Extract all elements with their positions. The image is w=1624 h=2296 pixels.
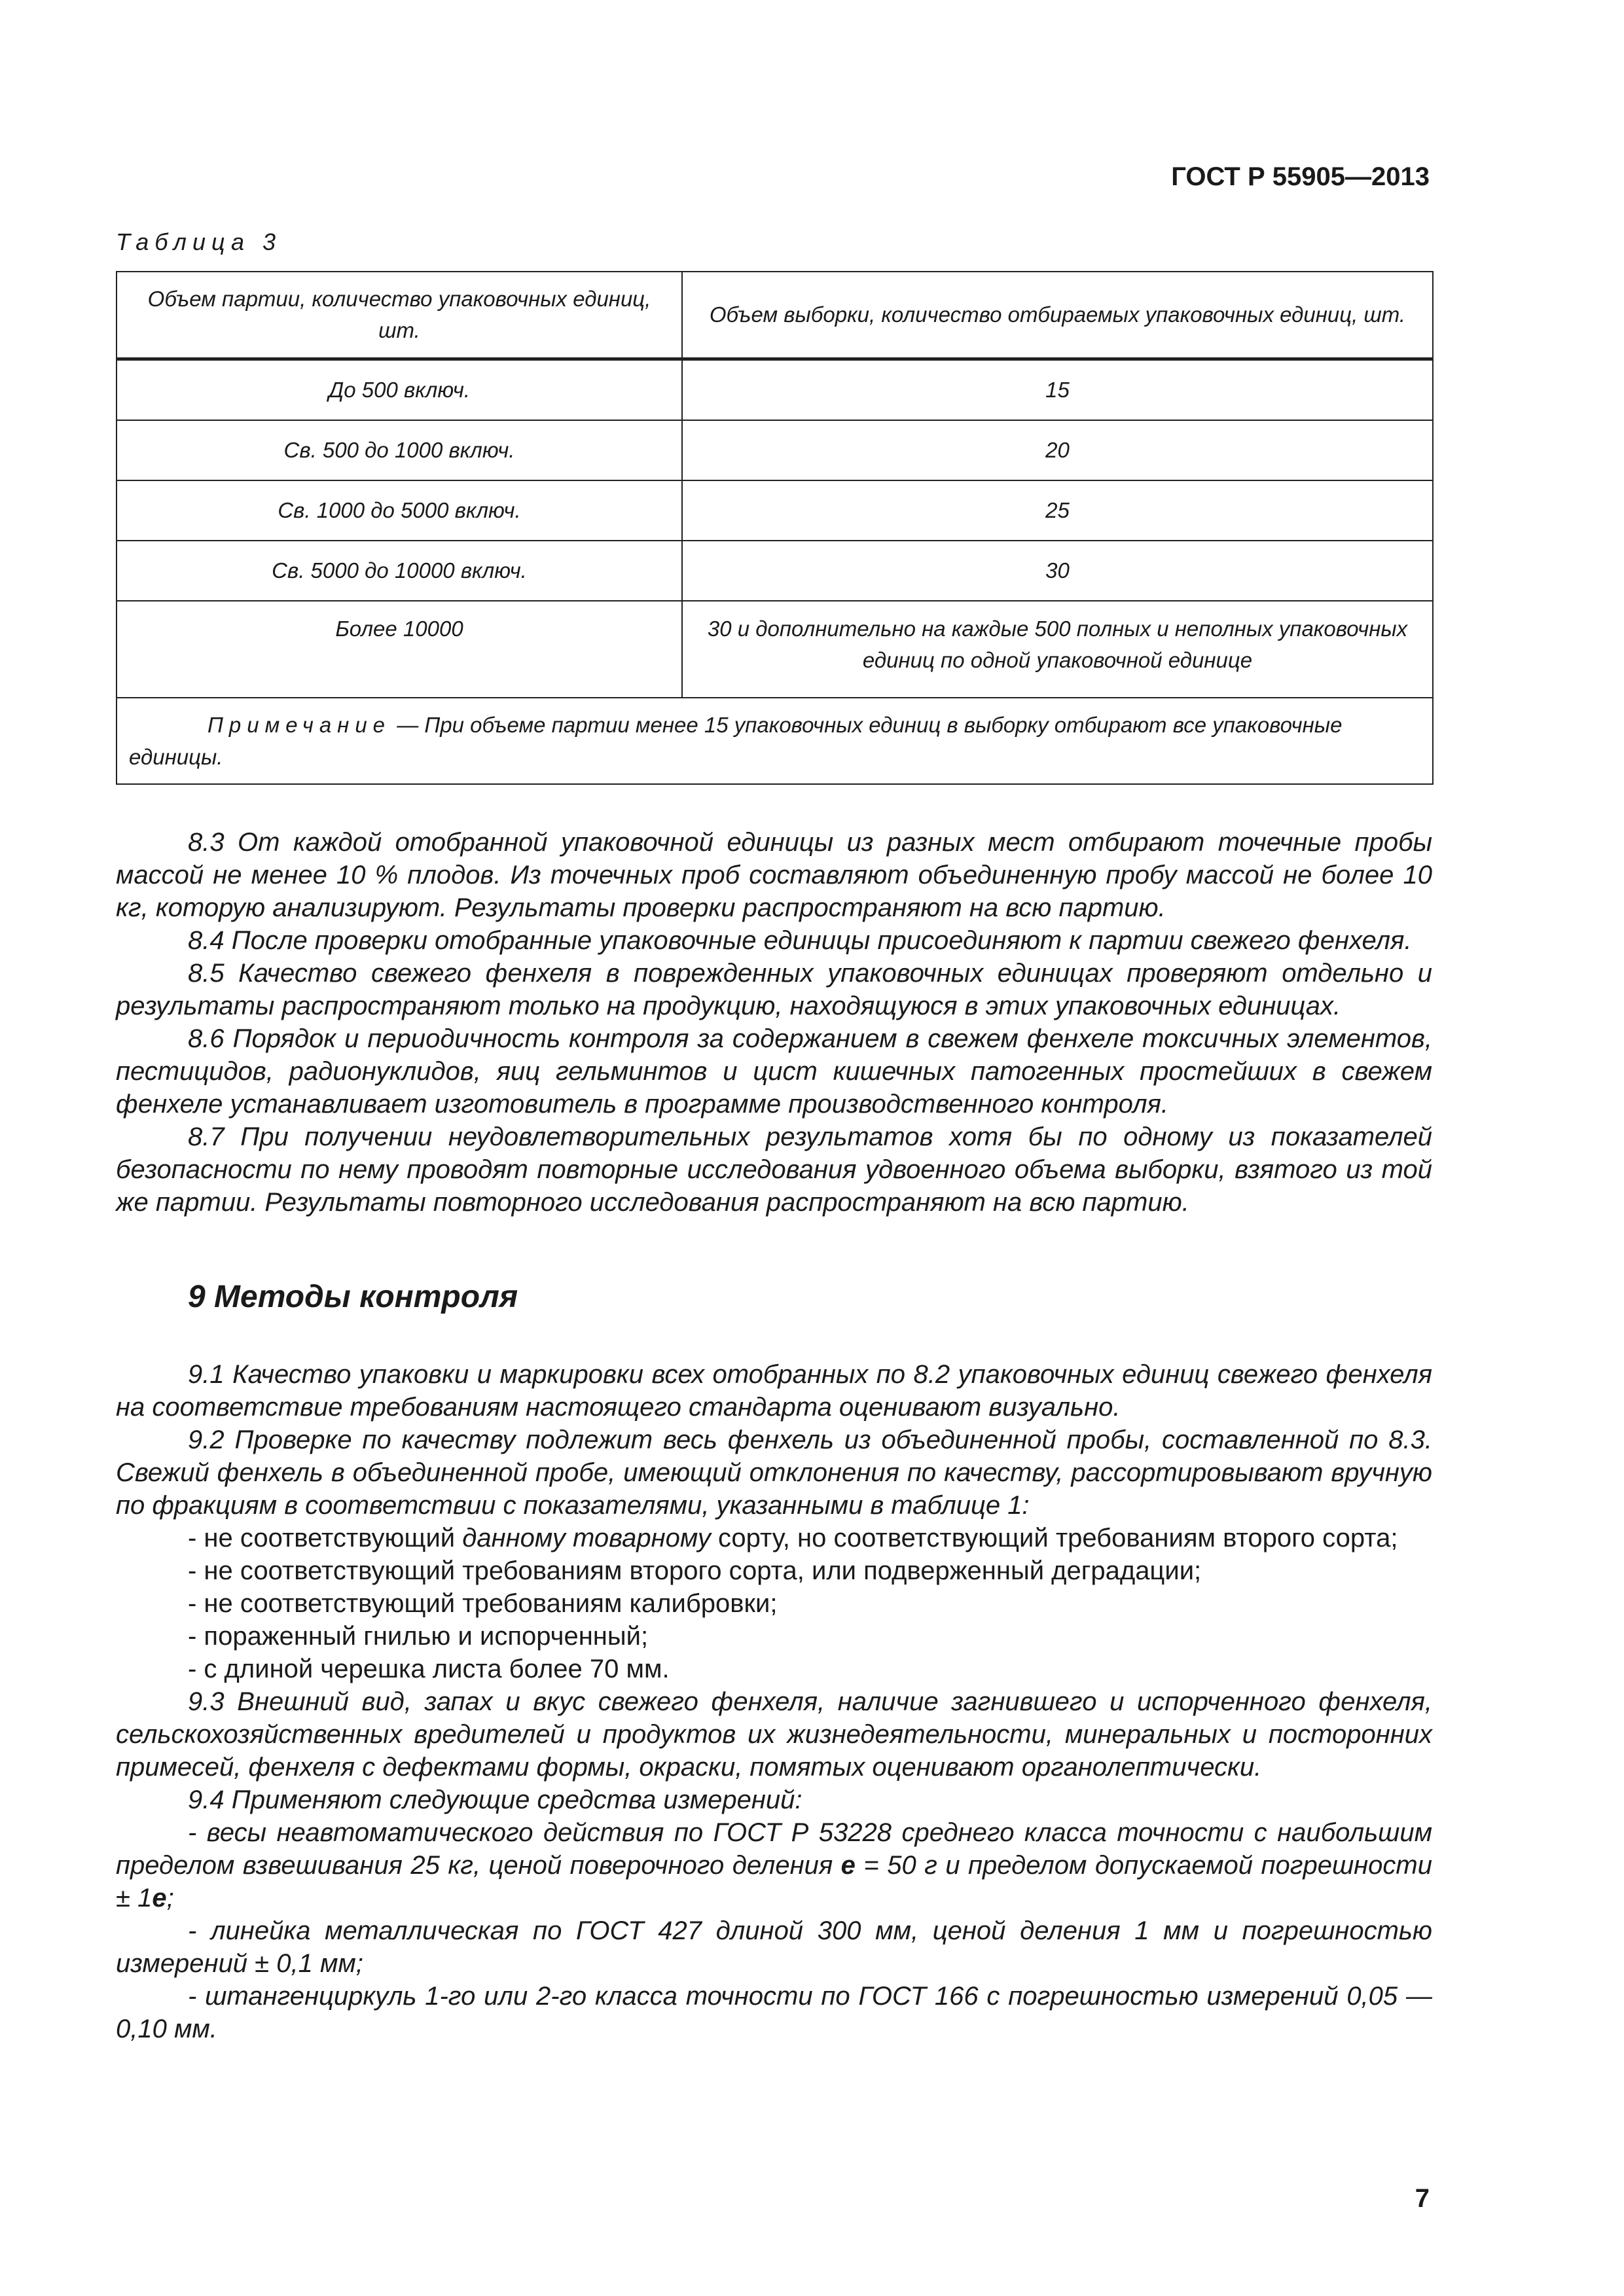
paragraph-8-7: 8.7 При получении неудовлетворительных результатов хотя бы по одному из показателей безопасности по нему проводят повторные исследования удвоенного объема выборки, взятого из той же партии. Результаты повторного исследования распространяют на всю партию. xyxy=(116,1122,1432,1217)
list-item: - не соответствующий требованиям калибровки; xyxy=(188,1589,778,1618)
list-item: - штангенциркуль 1-го или 2-го класса точности по ГОСТ 166 с погрешностью измерений 0,05 — 0,10 мм. xyxy=(116,1982,1432,2043)
section-8-text xyxy=(116,826,1432,1219)
section-title: 9 Методы контроля xyxy=(188,1280,518,1314)
table-header-lot-size: Объем партии, количество упаковочных единиц, шт. xyxy=(117,272,682,359)
symbol-e: е xyxy=(152,1884,167,1912)
table-header-sample-size: Объем выборки, количество отбираемых упаковочных единиц, шт. xyxy=(682,272,1433,359)
table-cell: До 500 включ. xyxy=(117,359,682,421)
paragraph-9-4: 9.4 Применяют следующие средства измерений: xyxy=(188,1785,803,1814)
note-label: Примечание xyxy=(208,712,391,737)
table-cell: 20 xyxy=(682,420,1433,480)
list-item: - с длиной черешка листа более 70 мм. xyxy=(188,1655,670,1683)
table-cell: 15 xyxy=(682,359,1433,421)
sampling-table xyxy=(116,271,1434,785)
page-number: 7 xyxy=(1415,2184,1430,2213)
paragraph-9-1: 9.1 Качество упаковки и маркировки всех отобранных по 8.2 упаковочных единиц свежего фенхеля на соответствие требованиям настоящего стандарта оценивают визуально. xyxy=(116,1360,1432,1422)
paragraph-8-5: 8.5 Качество свежего фенхеля в поврежденных упаковочных единицах проверяют отдельно и результаты распространяют только на продукцию, находящуюся в этих упаковочных единицах. xyxy=(116,959,1432,1020)
section-9-text xyxy=(116,1358,1432,2045)
symbol-e: е xyxy=(840,1851,856,1880)
list-text: сорту, но соответствующий требованиям второго сорта; xyxy=(710,1524,1398,1552)
paragraph-9-3: 9.3 Внешний вид, запах и вкус свежего фенхеля, наличие загнившего и испорченного фенхеля, сельскохозяйственных вредителей и продуктов их жизнедеятельности, минеральных и посторонних примесей, фенхеля с дефектами формы, окраски, помятых оценивают органолептически. xyxy=(116,1687,1432,1782)
paragraph-8-6: 8.6 Порядок и периодичность контроля за содержанием в свежем фенхеле токсичных элементов, пестицидов, радионуклидов, яиц гельминтов и цист кишечных патогенных простейших в свежем фенхеле устанавливает изготовитель в программе производственного контроля. xyxy=(116,1024,1432,1119)
list-item: - пораженный гнилью и испорченный; xyxy=(188,1622,649,1651)
standard-header: ГОСТ Р 55905—2013 xyxy=(1171,162,1430,191)
list-item: - не соответствующий требованиям второго сорта, или подверженный деградации; xyxy=(188,1556,1202,1585)
list-item: - линейка металлическая по ГОСТ 427 длиной 300 мм, ценой деления 1 мм и погрешностью измерений ± 0,1 мм; xyxy=(116,1916,1432,1978)
paragraph-8-3: 8.3 От каждой отобранной упаковочной единицы из разных мест отбирают точечные пробы массой не менее 10 % плодов. Из точечных проб составляют объединенную пробу массой не более 10 кг, которую анализируют. Результаты проверки распространяют на всю партию. xyxy=(116,828,1432,922)
list-text: ; xyxy=(166,1884,174,1912)
table-cell: 30 и дополнительно на каждые 500 полных и неполных упаковочных единиц по одной упаковочной единице xyxy=(682,601,1433,698)
list-text: - не соответствующий xyxy=(188,1524,463,1552)
table-row xyxy=(117,601,1433,698)
list-text: = 50 г и пределом допускаемой погрешности ± 1 xyxy=(116,1851,1432,1912)
table-note xyxy=(117,698,1433,784)
table-note-row xyxy=(117,698,1433,784)
table-row xyxy=(117,541,1433,601)
table-cell: Св. 5000 до 10000 включ. xyxy=(117,541,682,601)
paragraph-8-4: 8.4 После проверки отобранные упаковочные единицы присоединяют к партии свежего фенхеля. xyxy=(188,926,1412,955)
table-row xyxy=(117,359,1433,421)
table-cell: 25 xyxy=(682,480,1433,541)
paragraph-9-2: 9.2 Проверке по качеству подлежит весь фенхель из объединенной пробы, составленной по 8.3. Свежий фенхель в объединенной пробе, имеющий отклонения по качеству, рассортировывают вручную по фракциям в соответствии с показателями, указанными в таблице 1: xyxy=(116,1426,1432,1520)
table-cell: 30 xyxy=(682,541,1433,601)
table-caption: Таблица 3 xyxy=(116,228,282,255)
table-row xyxy=(117,480,1433,541)
note-text: — При объеме партии менее 15 упаковочных единиц в выборку отбирают все упаковочные единицы. xyxy=(129,712,1343,769)
table-cell: Св. 1000 до 5000 включ. xyxy=(117,480,682,541)
list-item xyxy=(116,1522,1432,1554)
list-item xyxy=(116,1816,1432,1914)
table-row xyxy=(117,420,1433,480)
table-cell: Более 10000 xyxy=(117,601,682,698)
list-text-italic: данному товарному xyxy=(462,1524,711,1552)
list-text: - весы неавтоматического действия по ГОСТ Р 53228 среднего класса точности с наибольшим пределом взвешивания 25 кг, ценой поверочного деления xyxy=(116,1818,1432,1880)
table-cell: Св. 500 до 1000 включ. xyxy=(117,420,682,480)
